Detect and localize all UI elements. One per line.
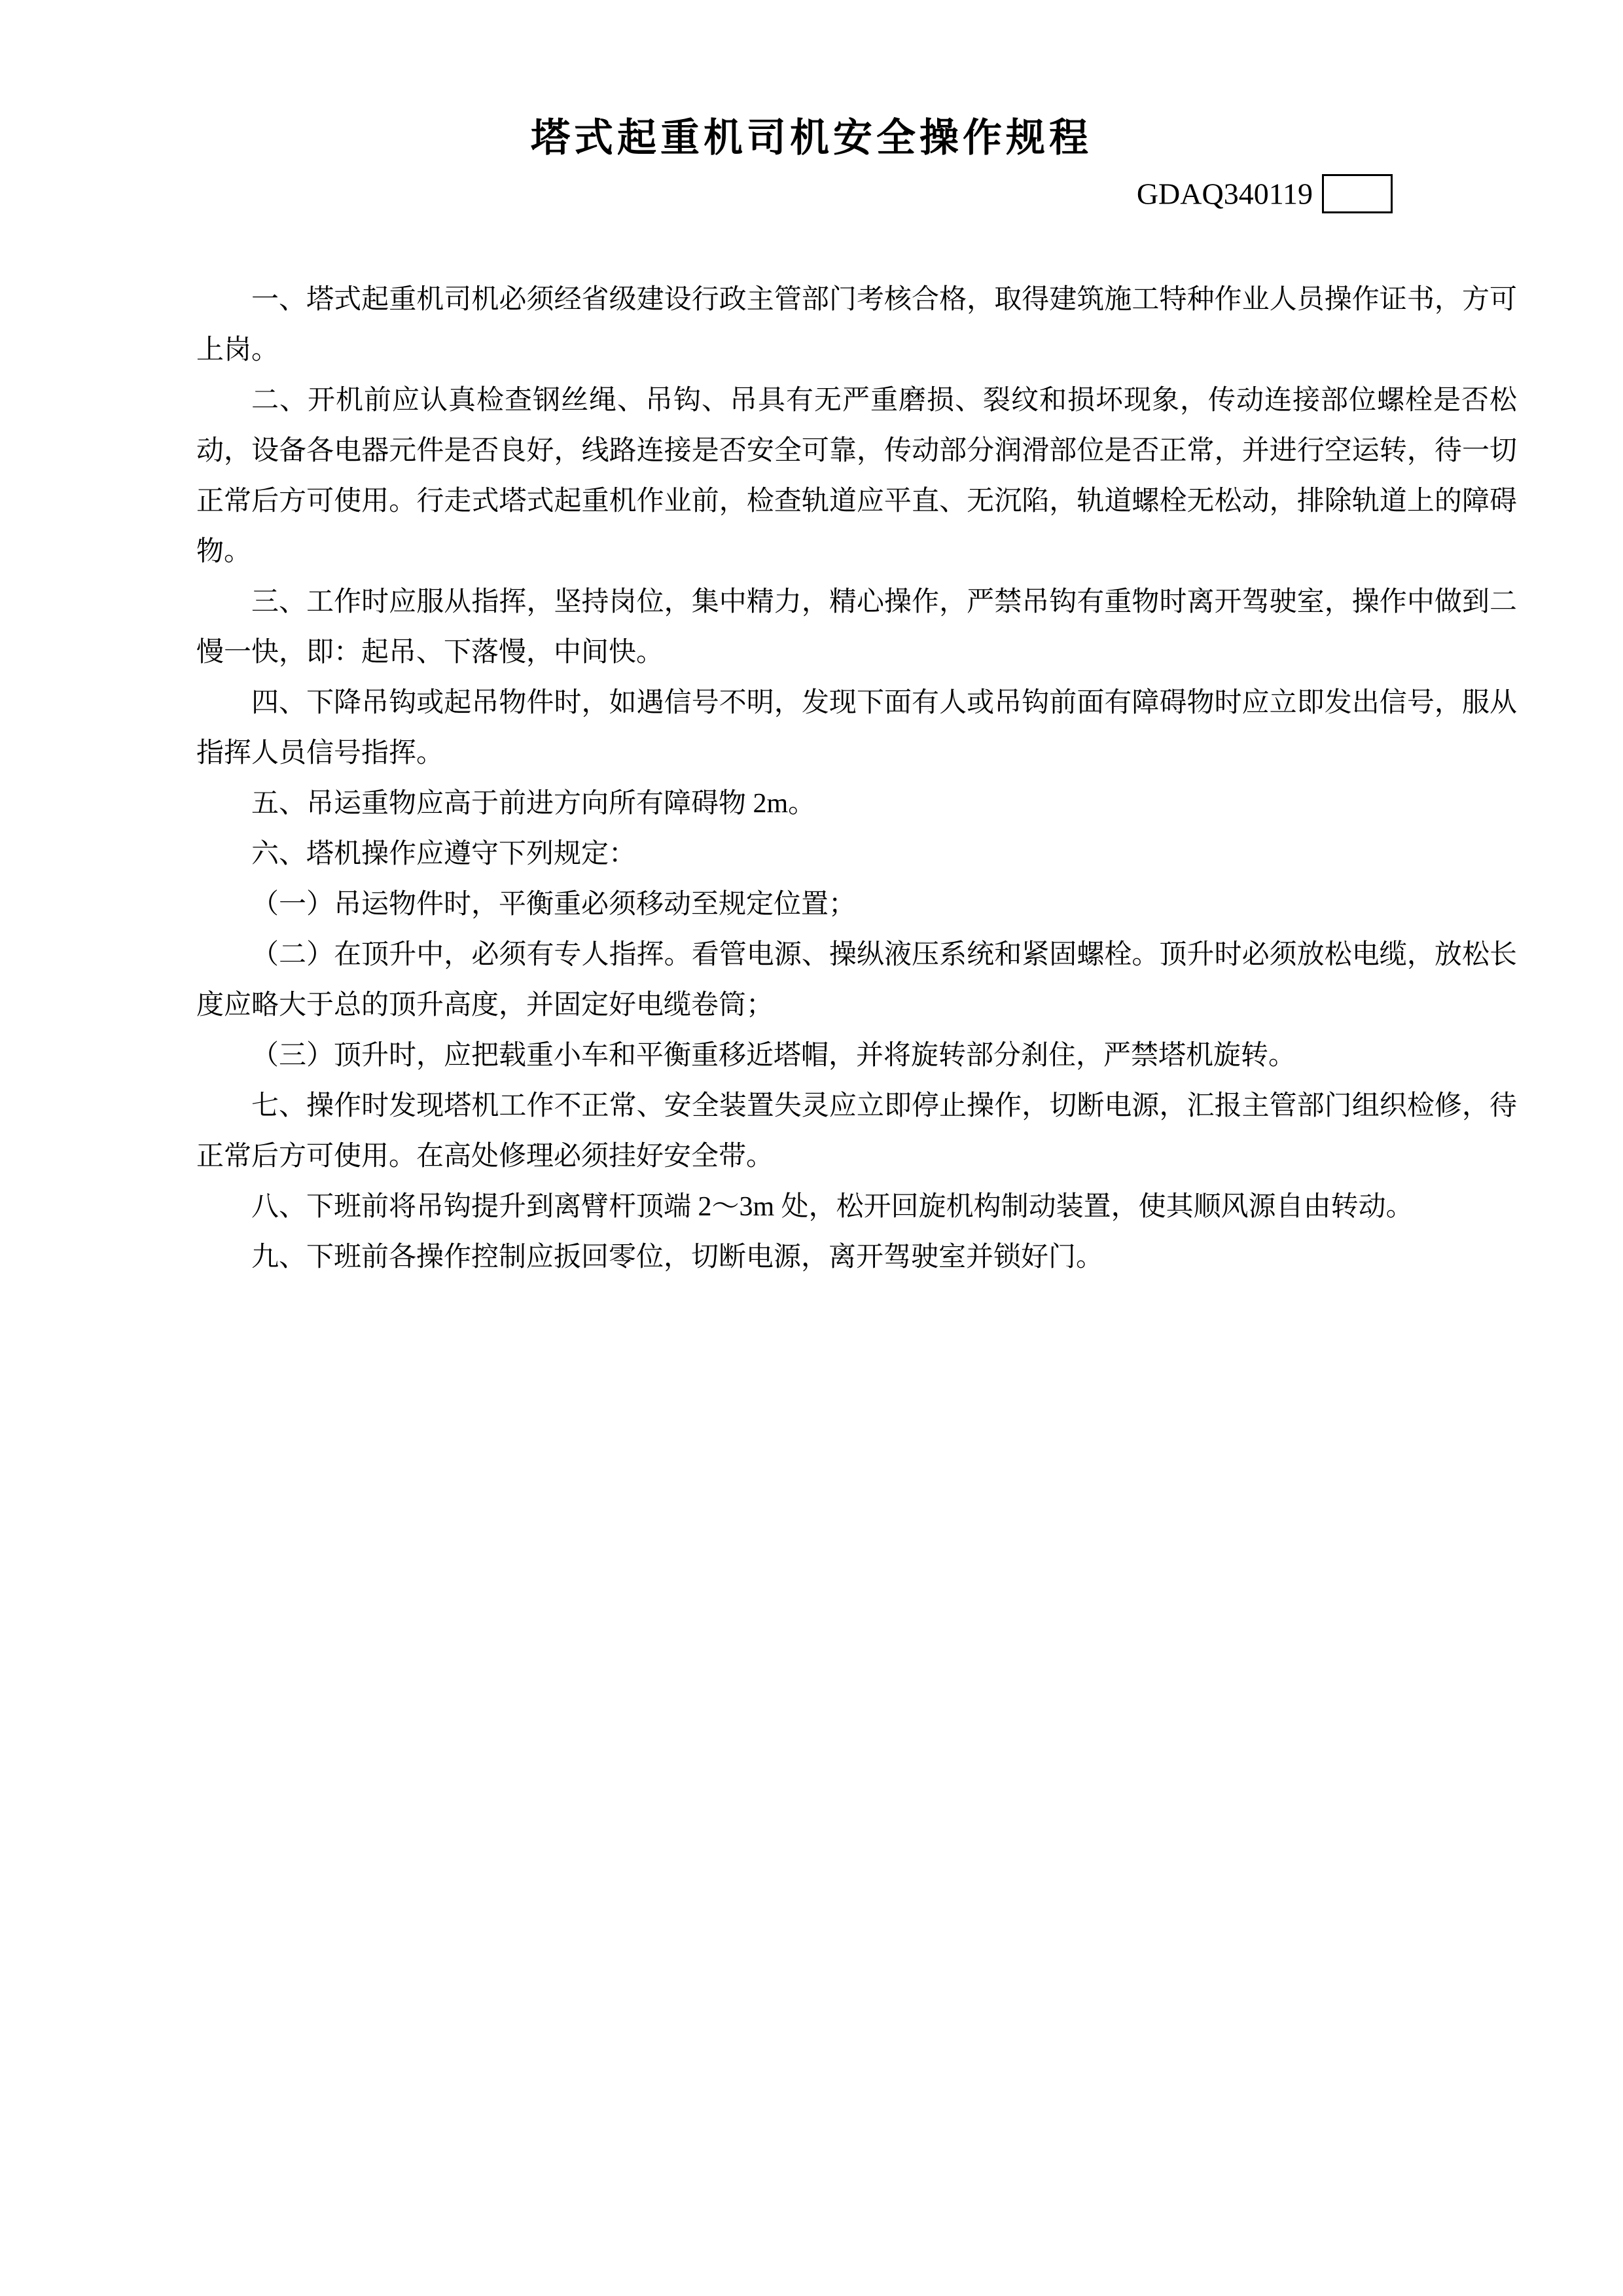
document-body [196,275,1517,1283]
regulation-paragraph: 六、塔机操作应遵守下列规定： [251,839,637,869]
regulation-paragraph: （二）在顶升中，必须有专人指挥。看管电源、操纵液压系统和紧固螺栓。顶升时必须放松电缆，放松长度应略大于总的顶升高度，并固定好电缆卷筒； [196,940,1517,1020]
regulation-paragraph: 二、开机前应认真检查钢丝绳、吊钩、吊具有无严重磨损、裂纹和损坏现象，传动连接部位螺栓是否松动，设备各电器元件是否良好，线路连接是否安全可靠，传动部分润滑部位是否正常，并进行空运转，待一切正常后方可使用。行走式塔式起重机作业前，检查轨道应平直、无沉陷，轨道螺栓无松动，排除轨道上的障碍物。 [196,386,1517,567]
regulation-paragraph: 一、塔式起重机司机必须经省级建设行政主管部门考核合格，取得建筑施工特种作业人员操作证书，方可上岗。 [196,285,1517,365]
regulation-paragraph: 五、吊运重物应高于前进方向所有障碍物 2m。 [251,789,816,819]
regulation-paragraph: 七、操作时发现塔机工作不正常、安全装置失灵应立即停止操作，切断电源，汇报主管部门组织检修，待正常后方可使用。在高处修理必须挂好安全带。 [196,1091,1517,1172]
regulation-paragraph: 八、下班前将吊钩提升到离臂杆顶端 2～3m 处，松开回旋机构制动装置，使其顺风源自由转动。 [251,1192,1414,1222]
document-title: 塔式起重机司机安全操作规程 [531,116,1092,160]
regulation-paragraph: （三）顶升时，应把载重小车和平衡重移近塔帽，并将旋转部分刹住，严禁塔机旋转。 [251,1041,1296,1071]
regulation-paragraph: 九、下班前各操作控制应扳回零位，切断电源，离开驾驶室并锁好门。 [251,1242,1104,1272]
doc-code: GDAQ340119 [1136,177,1313,211]
doc-number-box [1322,174,1393,213]
regulation-paragraph: （一）吊运物件时，平衡重必须移动至规定位置； [251,889,857,920]
doc-code-row [0,173,1623,215]
regulation-paragraph: 四、下降吊钩或起吊物件时，如遇信号不明，发现下面有人或吊钩前面有障碍物时应立即发出信号，服从指挥人员信号指挥。 [196,688,1517,768]
regulation-paragraph: 三、工作时应服从指挥，坚持岗位，集中精力，精心操作，严禁吊钩有重物时离开驾驶室，操作中做到二慢一快，即：起吊、下落慢，中间快。 [196,587,1517,668]
